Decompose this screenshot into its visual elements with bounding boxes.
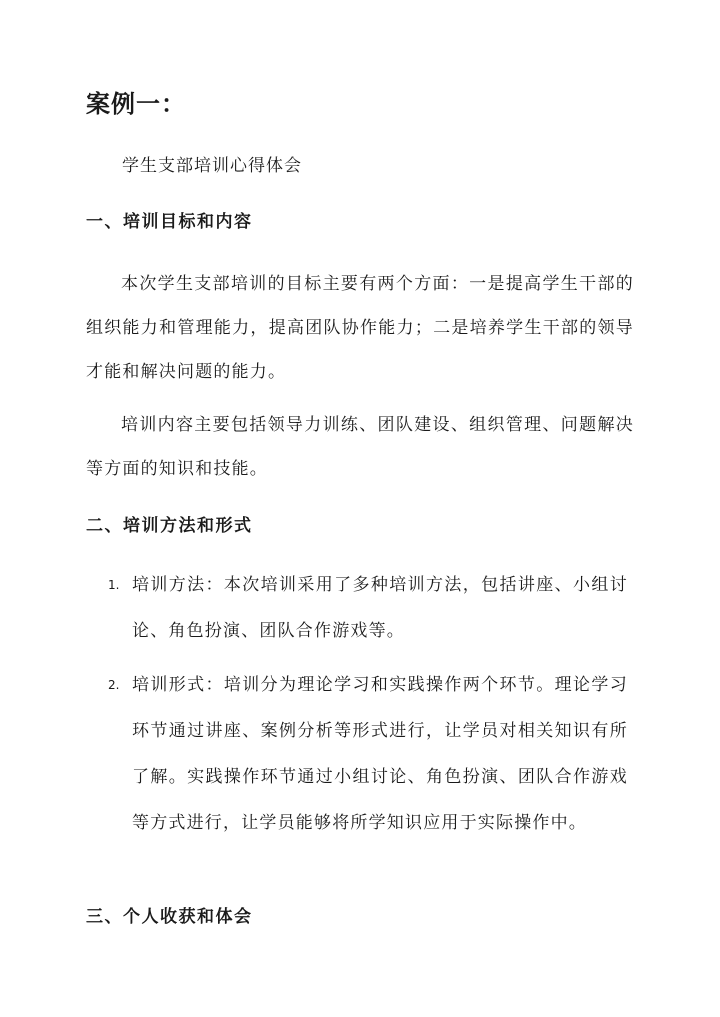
section-1-paragraph-1: 本次学生支部培训的目标主要有两个方面：一是提高学生干部的组织能力和管理能力，提高团队协作能力；二是培养学生干部的领导才能和解决问题的能力。 <box>86 274 634 382</box>
list-item-2 <box>108 662 628 846</box>
list-item-text: 培训形式：培训分为理论学习和实践操作两个环节。理论学习环节通过讲座、案例分析等形式进行，让学员对相关知识有所了解。实践操作环节通过小组讨论、角色扮演、团队合作游戏等方式进行，让学员能够将所学知识应用于实际操作中。 <box>132 675 628 833</box>
section-heading-2: 二、培训方法和形式 <box>86 516 253 536</box>
section-heading-1: 一、培训目标和内容 <box>86 212 253 232</box>
section-heading-3: 三、个人收获和体会 <box>86 907 253 927</box>
list-item-1 <box>108 562 628 654</box>
document-subtitle: 学生支部培训心得体会 <box>122 156 302 176</box>
list-number: 1. <box>108 578 120 592</box>
list-number: 2. <box>108 678 120 692</box>
section-1-paragraph-2: 培训内容主要包括领导力训练、团队建设、组织管理、问题解决等方面的知识和技能。 <box>86 415 634 479</box>
case-title: 案例一： <box>86 90 186 118</box>
list-item-text: 培训方法：本次培训采用了多种培训方法，包括讲座、小组讨论、角色扮演、团队合作游戏等。 <box>132 575 628 641</box>
